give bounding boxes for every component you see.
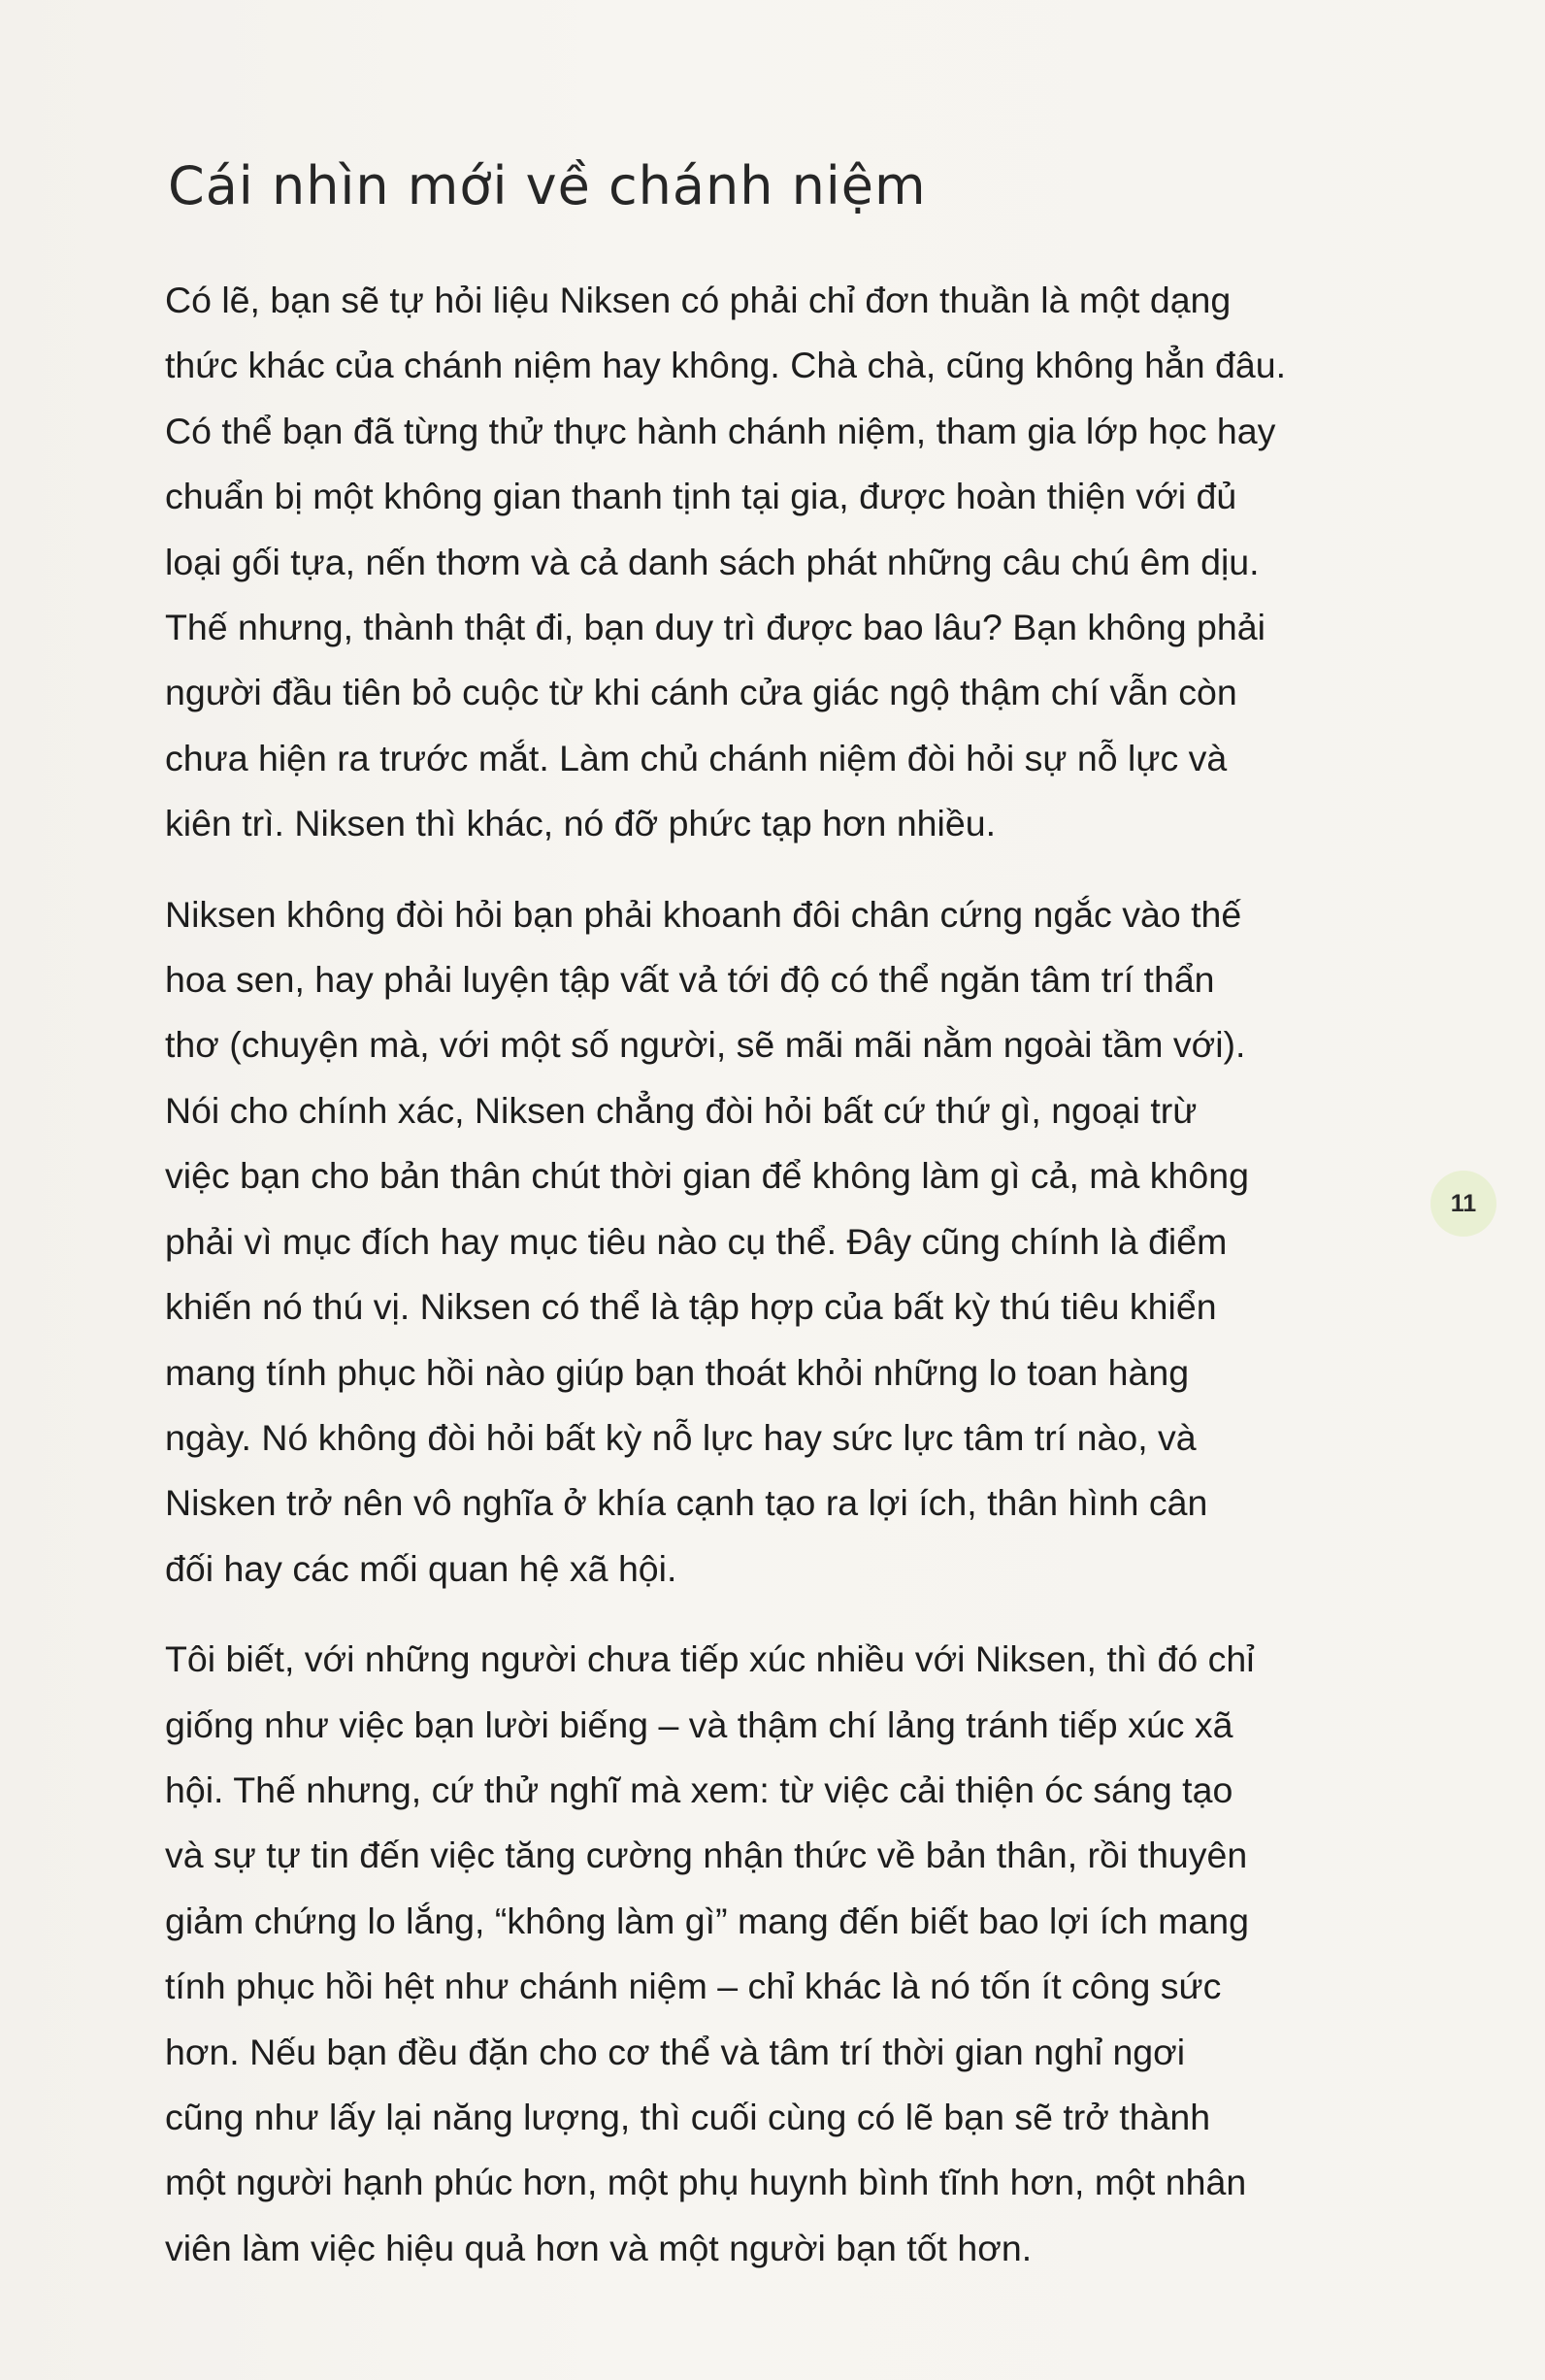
paragraph-3 — [165, 1627, 1351, 2281]
text-line: giảm chứng lo lắng, “không làm gì” mang đến biết bao lợi ích mang — [165, 1900, 1249, 1941]
body-text — [165, 268, 1351, 2306]
text-line: Tôi biết, với những người chưa tiếp xúc nhiều với Niksen, thì đó chỉ — [165, 1638, 1255, 1680]
text-line: Nói cho chính xác, Niksen chẳng đòi hỏi bất cứ thứ gì, ngoại trừ — [165, 1089, 1198, 1131]
text-line: kiên trì. Niksen thì khác, nó đỡ phức tạp hơn nhiều. — [165, 803, 996, 844]
section-title: Cái nhìn mới về chánh niệm — [168, 155, 927, 216]
text-line: hoa sen, hay phải luyện tập vất vả tới độ có thể ngăn tâm trí thẩn — [165, 959, 1215, 1001]
text-line: giống như việc bạn lười biếng – và thậm chí lảng tránh tiếp xúc xã — [165, 1703, 1233, 1745]
text-line: và sự tự tin đến việc tăng cường nhận thức về bản thân, rồi thuyên — [165, 1835, 1248, 1876]
text-line: loại gối tựa, nến thơm và cả danh sách phát những câu chú êm dịu. — [165, 541, 1260, 582]
text-line: viên làm việc hiệu quả hơn và một người bạn tốt hơn. — [165, 2227, 1033, 2268]
text-line: một người hạnh phúc hơn, một phụ huynh bình tĩnh hơn, một nhân — [165, 2162, 1247, 2203]
text-line: người đầu tiên bỏ cuộc từ khi cánh cửa giác ngộ thậm chí vẫn còn — [165, 672, 1237, 713]
text-line: chưa hiện ra trước mắt. Làm chủ chánh niệm đòi hỏi sự nỗ lực và — [165, 737, 1228, 778]
text-line: Nisken trở nên vô nghĩa ở khía cạnh tạo ra lợi ích, thân hình cân — [165, 1482, 1208, 1524]
text-line: Có lẽ, bạn sẽ tự hỏi liệu Niksen có phải chỉ đơn thuần là một dạng — [165, 280, 1232, 320]
text-line: hội. Thế nhưng, cứ thử nghĩ mà xem: từ việc cải thiện óc sáng tạo — [165, 1768, 1233, 1810]
text-line: cũng như lấy lại năng lượng, thì cuối cùng có lẽ bạn sẽ trở thành — [165, 2096, 1211, 2137]
text-line: Thế nhưng, thành thật đi, bạn duy trì được bao lâu? Bạn không phải — [165, 607, 1266, 648]
text-line: chuẩn bị một không gian thanh tịnh tại gia, được hoàn thiện với đủ — [165, 476, 1237, 517]
text-line: đối hay các mối quan hệ xã hội. — [165, 1547, 677, 1589]
text-line: Niksen không đòi hỏi bạn phải khoanh đôi chân cứng ngắc vào thế — [165, 893, 1242, 935]
paragraph-1 — [165, 268, 1351, 857]
text-line: ngày. Nó không đòi hỏi bất kỳ nỗ lực hay sức lực tâm trí nào, và — [165, 1416, 1197, 1458]
text-line: việc bạn cho bản thân chút thời gian để không làm gì cả, mà không — [165, 1155, 1249, 1197]
text-line: phải vì mục đích hay mục tiêu nào cụ thể. Đây cũng chính là điểm — [165, 1220, 1228, 1262]
text-line: Có thể bạn đã từng thử thực hành chánh niệm, tham gia lớp học hay — [165, 410, 1276, 451]
text-line: khiến nó thú vị. Niksen có thể là tập hợp của bất kỳ thú tiêu khiển — [165, 1286, 1217, 1328]
paragraph-2 — [165, 882, 1351, 1602]
text-line: hơn. Nếu bạn đều đặn cho cơ thể và tâm trí thời gian nghỉ ngơi — [165, 2031, 1186, 2072]
text-line: thức khác của chánh niệm hay không. Chà chà, cũng không hẳn đâu. — [165, 345, 1287, 386]
page-number-badge: 11 — [1430, 1171, 1496, 1237]
text-line: tính phục hồi hệt như chánh niệm – chỉ khác là nó tốn ít công sức — [165, 1966, 1222, 2007]
text-line: mang tính phục hồi nào giúp bạn thoát khỏi những lo toan hàng — [165, 1351, 1190, 1393]
text-line: thơ (chuyện mà, với một số người, sẽ mãi mãi nằm ngoài tầm với). — [165, 1024, 1246, 1066]
